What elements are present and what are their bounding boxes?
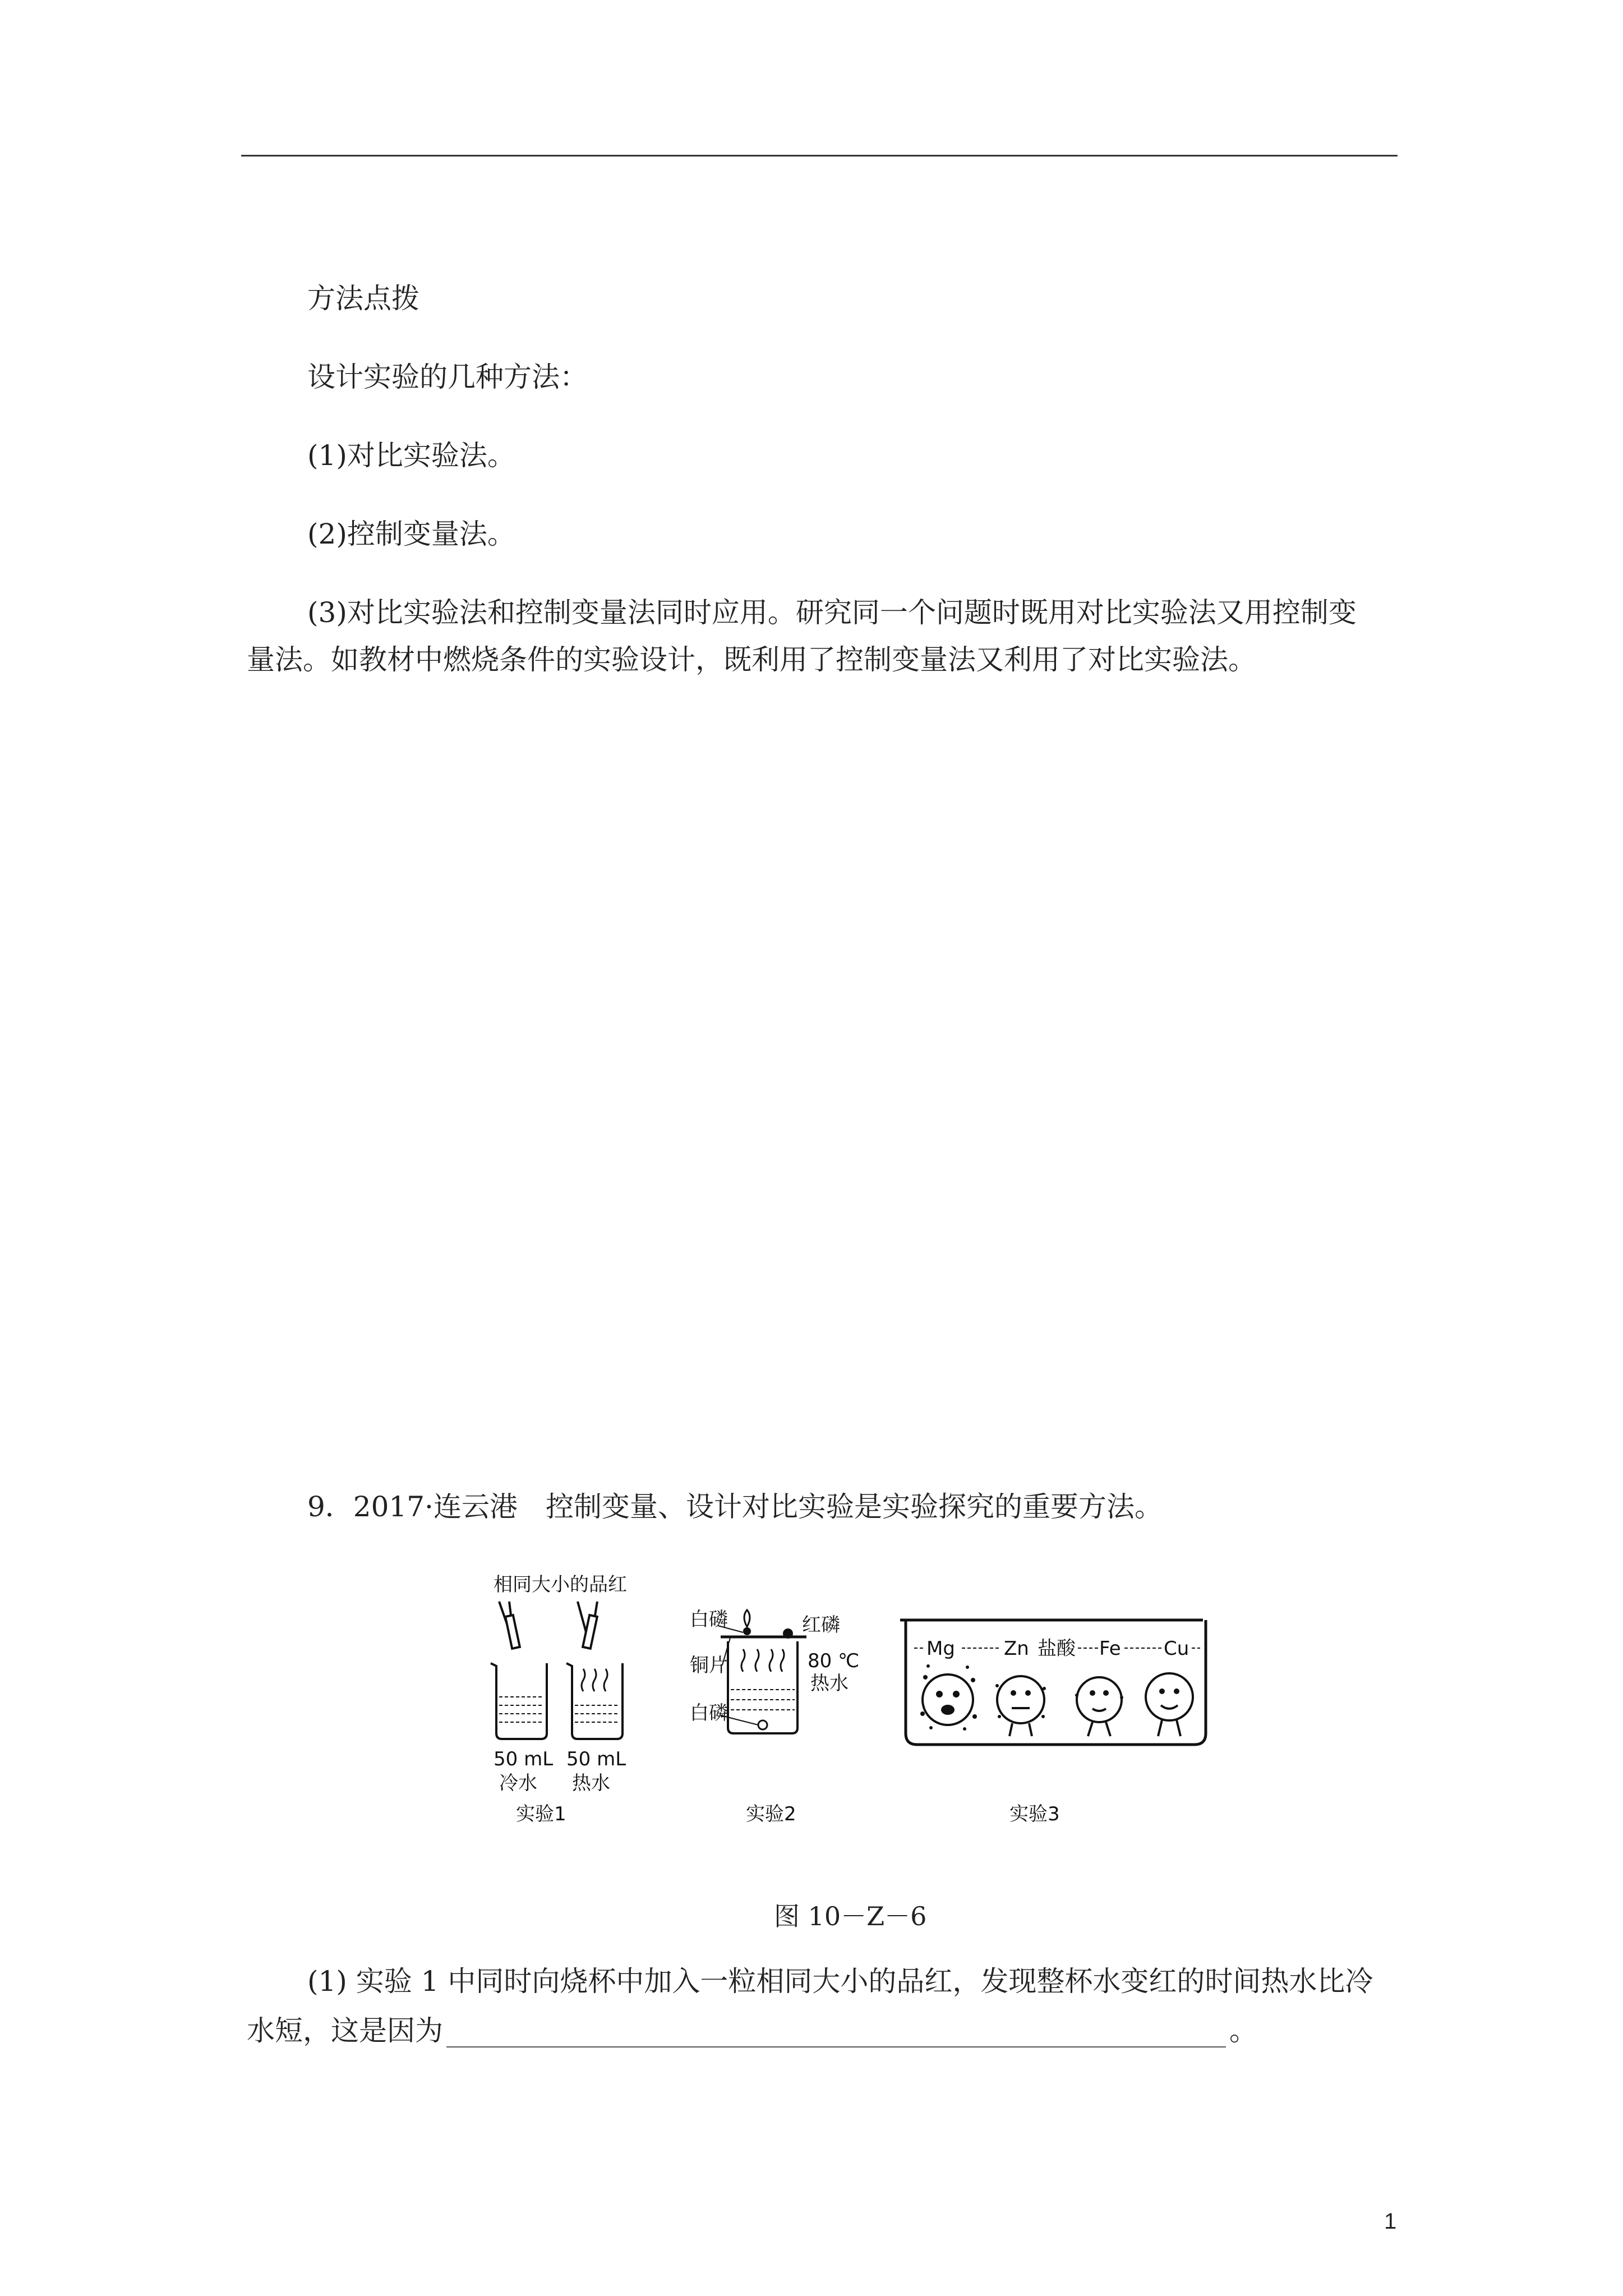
exp2-red-p: 红磷 — [802, 1614, 840, 1636]
exp1-left-volume: 50 mL — [494, 1748, 554, 1770]
question-part1-prefix: 水短，这是因为 — [247, 2014, 443, 2047]
question-part1-line-2 — [247, 2014, 1257, 2047]
mg-character — [920, 1664, 977, 1731]
header-rule — [241, 155, 1398, 157]
question-part1-suffix: 。 — [1229, 2014, 1257, 2047]
page-number: 1 — [1384, 2209, 1397, 2234]
dropper-tube-left — [505, 1615, 520, 1649]
beaker-hot — [566, 1663, 623, 1739]
exp2-copper: 铜片 — [690, 1654, 728, 1677]
exp2-temp: 80 ℃ — [808, 1650, 860, 1672]
steam-lines — [582, 1669, 607, 1691]
exp2-hot-water: 热水 — [810, 1672, 849, 1695]
method-item-1: (1)对比实验法。 — [307, 439, 515, 472]
exp1-left-kind: 冷水 — [499, 1772, 537, 1795]
experiment-1-illustration — [491, 1573, 627, 1825]
white-phosphorus-bottom — [758, 1720, 767, 1729]
exp3-caption: 实验3 — [1009, 1803, 1060, 1825]
exp1-top-label: 相同大小的品红 — [494, 1573, 627, 1596]
exp3-zn: Zn — [1004, 1637, 1029, 1660]
exp1-right-volume: 50 mL — [566, 1748, 626, 1770]
dropper-tube-right — [583, 1615, 597, 1649]
white-phosphorus-top-dot — [743, 1627, 751, 1635]
cu-character — [1146, 1673, 1193, 1736]
exp1-caption: 实验1 — [516, 1803, 566, 1825]
question-part1-line-1: (1) 实验 1 中同时向烧杯中加入一粒相同大小的品红，发现整杯水变红的时间热水比冷 — [307, 1965, 1373, 1998]
experiment-2-illustration — [690, 1608, 859, 1825]
section-intro: 设计实验的几种方法： — [307, 361, 588, 393]
exp3-fe: Fe — [1099, 1637, 1121, 1660]
experiment-3-illustration — [900, 1620, 1206, 1825]
figure-caption: 图 10－Z－6 — [774, 1901, 927, 1931]
steam-lines — [741, 1649, 784, 1672]
exp1-right-kind: 热水 — [572, 1772, 610, 1795]
beaker-cold — [491, 1663, 547, 1739]
exp3-cu: Cu — [1164, 1637, 1189, 1660]
exp3-acid: 盐酸 — [1038, 1637, 1076, 1660]
exp2-caption: 实验2 — [746, 1803, 796, 1825]
question-stem: 9．2017·连云港 控制变量、设计对比实验是实验探究的重要方法。 — [307, 1490, 1163, 1523]
exp2-white-p-bottom: 白磷 — [690, 1702, 728, 1724]
answer-blank[interactable] — [446, 2021, 1226, 2047]
exp3-mg: Mg — [926, 1637, 955, 1660]
section-title: 方法点拨 — [307, 282, 419, 315]
method-item-2: (2)控制变量法。 — [307, 518, 515, 550]
experiment-figure — [482, 1565, 1234, 1846]
fe-character — [1075, 1677, 1123, 1736]
zn-character — [995, 1676, 1046, 1736]
experiment-figure-svg — [482, 1565, 1234, 1846]
exp2-white-p-top: 白磷 — [690, 1608, 728, 1631]
flame-icon — [744, 1610, 750, 1627]
method-item-3-line-1: (3)对比实验法和控制变量法同时应用。研究同一个问题时既用对比实验法又用控制变 — [307, 596, 1357, 629]
method-item-3-line-2: 量法。如教材中燃烧条件的实验设计，既利用了控制变量法又利用了对比实验法。 — [247, 643, 1256, 676]
